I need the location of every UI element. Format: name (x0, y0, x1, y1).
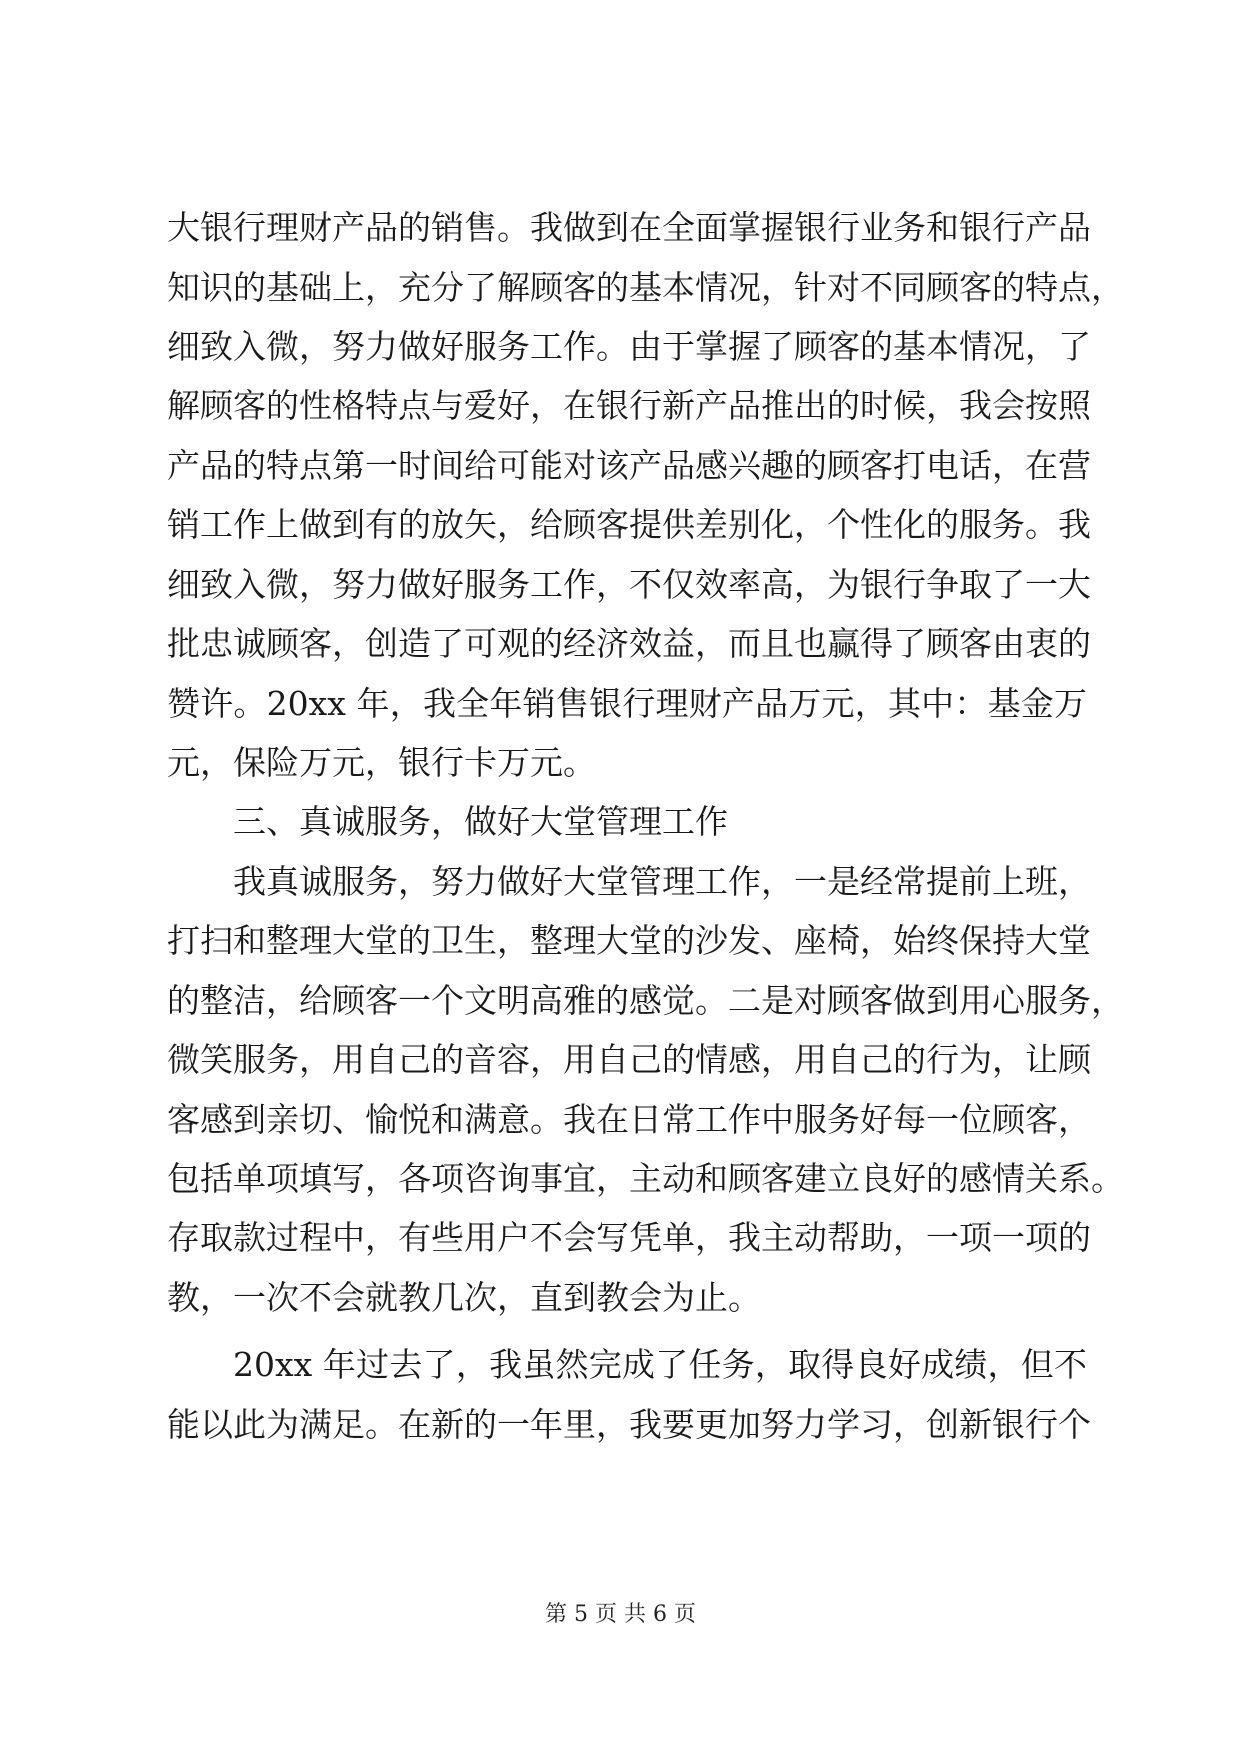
text-line: 打扫和整理大堂的卫生，整理大堂的沙发、座椅，始终保持大堂 (167, 921, 1091, 960)
text-line: 我真诚服务，努力做好大堂管理工作，一是经常提前上班， (233, 862, 1091, 901)
text-line: 客感到亲切、愉悦和满意。我在日常工作中服务好每一位顾客， (167, 1100, 1091, 1139)
text-line: 赞许。20xx 年，我全年销售银行理财产品万元，其中：基金万 (167, 684, 1087, 723)
text-line: 元，保险万元，银行卡万元。 (167, 743, 596, 782)
page-number-footer: 第 5 页 共 6 页 (545, 1602, 696, 1627)
text-line: 细致入微，努力做好服务工作。由于掌握了顾客的基本情况，了 (167, 327, 1091, 366)
text-line: 包括单项填写，各项咨询事宜，主动和顾客建立良好的感情关系。 (167, 1159, 1124, 1198)
text-line: 销工作上做到有的放矢，给顾客提供差别化，个性化的服务。我 (167, 505, 1091, 544)
text-line: 批忠诚顾客，创造了可观的经济效益，而且也赢得了顾客由衷的 (167, 624, 1091, 663)
text-line: 能以此为满足。在新的一年里，我要更加努力学习，创新银行个 (167, 1405, 1091, 1444)
text-line: 细致入微，努力做好服务工作，不仅效率高，为银行争取了一大 (167, 565, 1091, 604)
text-line: 大银行理财产品的销售。我做到在全面掌握银行业务和银行产品 (167, 208, 1091, 247)
text-line: 20xx 年过去了，我虽然完成了任务，取得良好成绩，但不 (233, 1345, 1087, 1384)
text-line: 微笑服务，用自己的音容，用自己的情感，用自己的行为，让顾 (167, 1040, 1091, 1079)
section-heading: 三、真诚服务，做好大堂管理工作 (233, 802, 728, 841)
text-line: 的整洁，给顾客一个文明高雅的感觉。二是对顾客做到用心服务， (167, 981, 1124, 1020)
text-line: 知识的基础上，充分了解顾客的基本情况，针对不同顾客的特点， (167, 268, 1124, 307)
text-line: 教，一次不会就教几次，直到教会为止。 (167, 1278, 761, 1317)
text-line: 产品的特点第一时间给可能对该产品感兴趣的顾客打电话，在营 (167, 446, 1091, 485)
text-line: 解顾客的性格特点与爱好，在银行新产品推出的时候，我会按照 (167, 386, 1091, 425)
text-line: 存取款过程中，有些用户不会写凭单，我主动帮助，一项一项的 (167, 1218, 1091, 1257)
